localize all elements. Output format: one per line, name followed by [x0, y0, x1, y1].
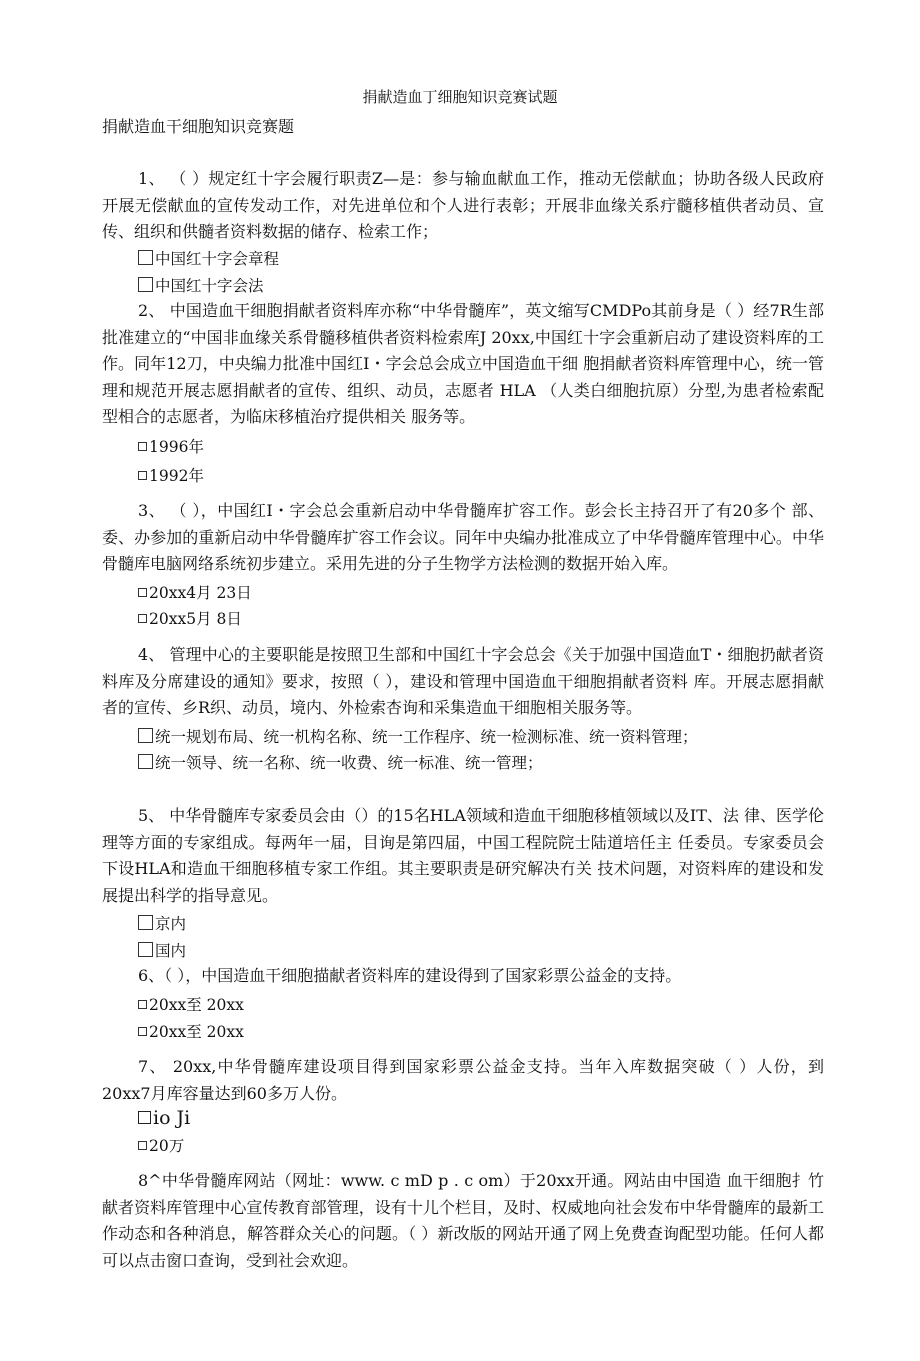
checkbox-icon [138, 277, 153, 292]
question-2-text: 2、 中国造血干细胞捐献者资料库亦称“中华骨髓库”，英文缩写CMDPo其前身是（ ）经7R生部批准建立的“中国非血缘关系骨髓移植供者资料检索库J 20xx,中国红十字会重新启动了建设资料库的工作。同年12刀，中央编力批准中国红I・字会总会成立中国造血干细 胞捐献者资料库管理中心，统一管理和规范开展志愿捐献者的宣传、组织、动员，志愿者 HLA （人类白细胞抗原）分型,为患者检索配型相合的志愿者，为临床移植治疗提供相关 服务等。 [102, 301, 824, 426]
checkbox-icon [138, 588, 147, 597]
question-8-text: 8^中华骨髓库网站（网址：www. c mD p . c om）于20xx开通。网站由中国造 血干细胞扌竹献者资料库管理中心宣传教育部管理，设有十儿个栏目，及时、权威地向社会发布中华骨髓库的最新工作动态和各种消息，解答群众关心的问题。（ ）新改版的网站开通了网上免费查询配型功能。任何人都可以点击窗口查询，受到社会欢迎。 [102, 1171, 824, 1270]
question-6-option-b[interactable]: 20xx至 20xx [138, 1021, 244, 1043]
question-1-text: 1、 （ ）规定红十字会履行职责Z—是：参与输血献血工作，推动无偿献血；协助各级人民政府开展无偿献血的宣传发动工作，对先进单位和个人进行表彰；开展非血缘关系疔髓移植供者动员、宣传、组织和供髓者资料数据的储存、检索工作； [102, 169, 824, 241]
question-3-option-a[interactable]: 20xx4月 23日 [138, 582, 252, 604]
checkbox-icon [138, 250, 153, 265]
question-4-text: 4、 管理中心的主要职能是按照卫生部和中国红十字会总会《关于加强中国造血T・细胞扔献者资料库及分席建设的通知》要求，按照（ ），建设和管理中国造血干细胞捐献者资料 库。开展志愿捐献者的宣传、乡R织、动员，境内、外检索杏询和采集造血干细胞相关服务等。 [102, 645, 824, 717]
document-title: 捐献造血丁细胞知识竞赛试题 [362, 88, 558, 106]
checkbox-icon [138, 1141, 147, 1150]
document-subtitle: 捐献造血干细胞知识竞赛题 [102, 117, 295, 136]
checkbox-icon [138, 614, 147, 623]
question-3-option-b[interactable]: 20xx5月 8日 [138, 608, 242, 630]
question-5-option-b[interactable]: 国内 [138, 940, 186, 962]
checkbox-icon [138, 728, 153, 743]
question-4-option-a[interactable]: 统一规划布局、统一机构名称、统一工作程序、统一检测标准、统一资料管理； [138, 726, 698, 748]
question-7-text: 7、 20xx,中华骨髓库建设项目得到国家彩票公益金支持。当年入库数据突破（ ）人份，到20xx7月库容量达到60多万人份。 [102, 1057, 824, 1103]
question-1-option-a[interactable]: 中国红十字会章程 [138, 248, 279, 270]
checkbox-icon [138, 754, 153, 769]
question-4-option-b[interactable]: 统一领导、统一名称、统一收费、统一标准、统一管理； [138, 752, 543, 774]
question-2-option-b[interactable]: 1992年 [138, 465, 204, 487]
question-7-option-a[interactable]: io Ji [138, 1107, 190, 1129]
checkbox-icon [138, 1027, 147, 1036]
question-5-option-a[interactable]: 京内 [138, 913, 186, 935]
question-3-text: 3、 （ ），中国红I・字会总会重新启动中华骨髓库扩容工作。彭会长主持召开了有20多个 部、委、办参加的重新启动中华骨髓库扩容工作会议。同年中央编办批准成立了中华骨髓库管理中心。中华骨髓库电脑网络系统初步建立。采用先进的分子生物学方法检测的数据开始入库。 [102, 501, 824, 573]
checkbox-icon [138, 442, 147, 451]
question-2-option-a[interactable]: 1996年 [138, 436, 204, 458]
question-1-option-b[interactable]: 中国红十字会法 [138, 275, 264, 297]
checkbox-icon [138, 1000, 147, 1009]
question-7-option-b[interactable]: 20万 [138, 1135, 184, 1157]
question-6-text: 6、（ ），中国造血干细胞描献者资料库的建设得到了国家彩票公益金的支持。 [138, 966, 682, 985]
checkbox-icon [138, 942, 153, 957]
checkbox-icon [138, 1111, 151, 1124]
checkbox-icon [138, 915, 153, 930]
checkbox-icon [138, 471, 147, 480]
question-6-option-a[interactable]: 20xx至 20xx [138, 994, 244, 1016]
question-5-text: 5、 中华骨髓库专家委员会由（）的15名HLA领域和造血干细胞移植领域以及IT、法 律、医学伦理等方面的专家组成。每两年一届，目询是第四届，中国工程院院士陆道培任主 任委员。专家委员会下设HLA和造血干细胞移植专家工作组。其主要职责是研究解决冇关 技术问题，对资料库的建设和发展提出科学的指导意见。 [102, 806, 824, 905]
